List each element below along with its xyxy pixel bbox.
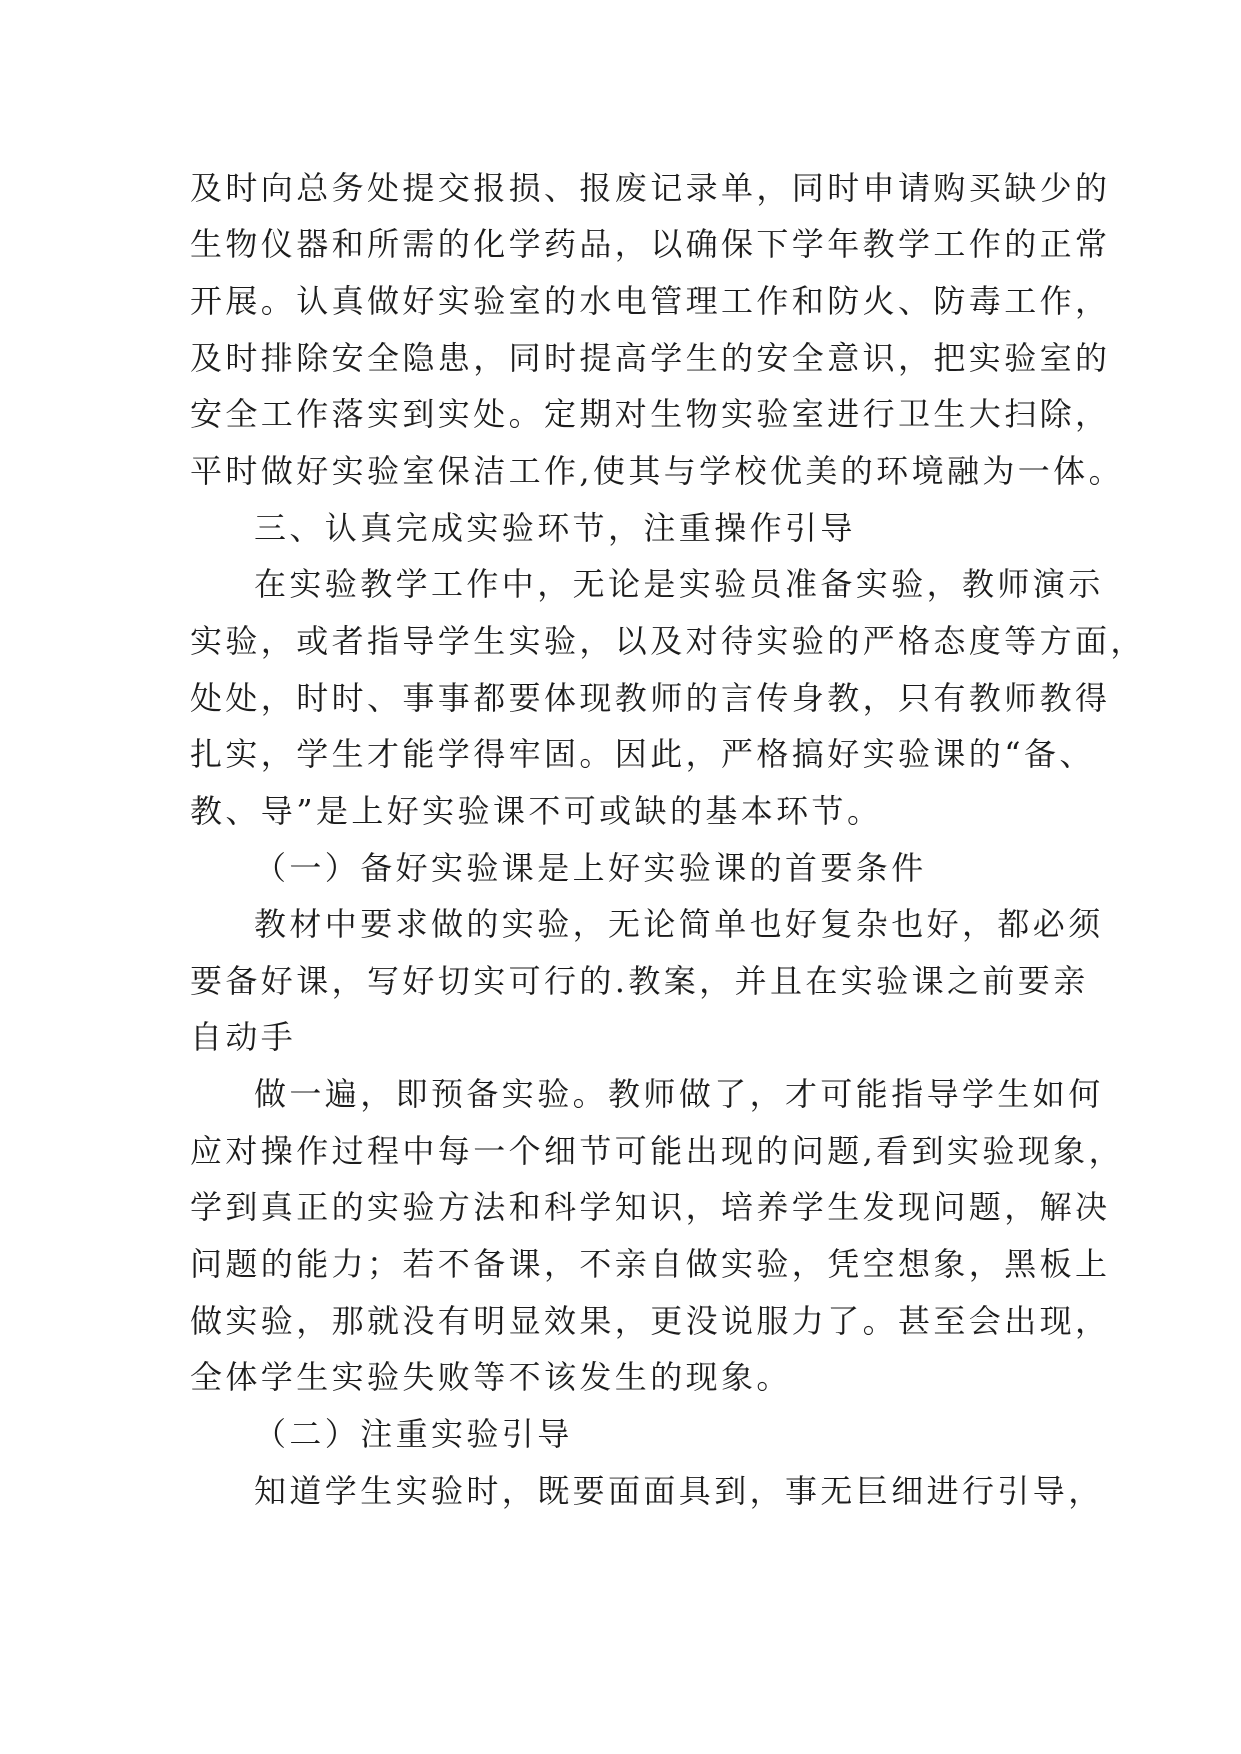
paragraph-first-line: 教材中要求做的实验，无论简单也好复杂也好，都必须	[254, 905, 1104, 943]
body-text-line: 问题的能力；若不备课，不亲自做实验，凭空想象，黑板上	[190, 1245, 1111, 1283]
body-text-line: 及时向总务处提交报损、报废记录单，同时申请购买缺少的	[190, 169, 1111, 207]
body-text-line: 安全工作落实到实处。定期对生物实验室进行卫生大扫除，	[190, 395, 1111, 433]
subsection-heading: （一）备好实验课是上好实验课的首要条件	[254, 849, 927, 887]
paragraph-first-line: 做一遍，即预备实验。教师做了，才可能指导学生如何	[254, 1075, 1104, 1113]
body-text-line: 生物仪器和所需的化学药品，以确保下学年教学工作的正常	[190, 225, 1111, 263]
body-text-line: 及时排除安全隐患，同时提高学生的安全意识，把实验室的	[190, 339, 1111, 377]
paragraph-first-line: 在实验教学工作中，无论是实验员准备实验，教师演示	[254, 565, 1104, 603]
section-heading: 三、认真完成实验环节，注重操作引导	[254, 509, 856, 547]
subsection-heading: （二）注重实验引导	[254, 1415, 573, 1453]
paragraph-first-line: 知道学生实验时，既要面面具到，事无巨细进行引导，	[254, 1472, 1104, 1510]
body-text-line: 应对操作过程中每一个细节可能出现的问题,看到实验现象，	[190, 1132, 1124, 1170]
body-text-line: 全体学生实验失败等不该发生的现象。	[190, 1358, 792, 1396]
body-text-line: 要备好课，写好切实可行的.教案，并且在实验课之前要亲	[190, 962, 1089, 1000]
body-text-line: 自动手	[190, 1018, 297, 1056]
body-text-line: 处处，时时、事事都要体现教师的言传身教，只有教师教得	[190, 679, 1111, 717]
body-text-line: 开展。认真做好实验室的水电管理工作和防火、防毒工作，	[190, 282, 1111, 320]
body-text-line: 实验，或者指导学生实验，以及对待实验的严格态度等方面，	[190, 622, 1146, 660]
body-text-line: 教、导”是上好实验课不可或缺的基本环节。	[190, 792, 883, 830]
body-text-line: 平时做好实验室保洁工作,使其与学校优美的环境融为一体。	[190, 452, 1124, 490]
body-text-line: 扎实，学生才能学得牢固。因此，严格搞好实验课的“备、	[190, 735, 1095, 773]
body-text-line: 做实验，那就没有明显效果，更没说服力了。甚至会出现，	[190, 1302, 1111, 1340]
body-text-line: 学到真正的实验方法和科学知识，培养学生发现问题，解决	[190, 1188, 1111, 1226]
